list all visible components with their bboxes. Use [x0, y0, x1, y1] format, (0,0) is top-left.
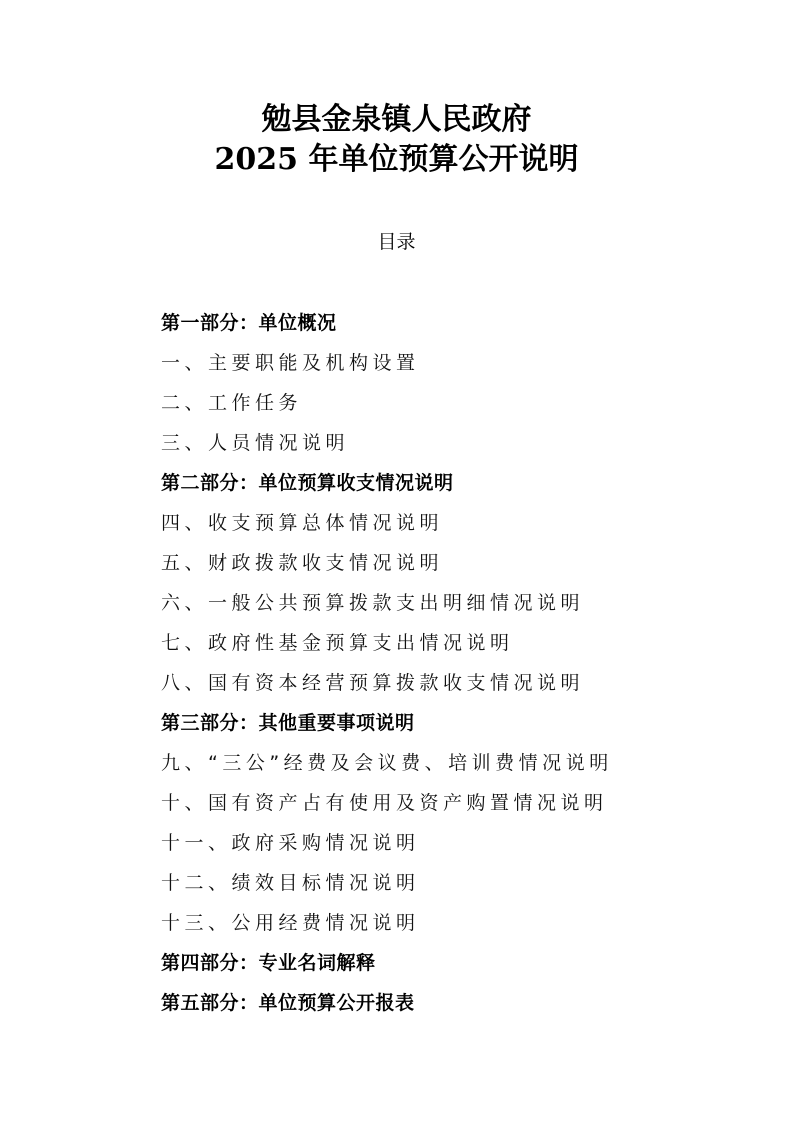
toc-entry-1: 一、主要职能及机构设置	[161, 352, 420, 374]
toc-section-1: 第一部分：单位概况	[161, 312, 337, 334]
toc-entry-5: 五、财政拨款收支情况说明	[161, 552, 444, 574]
toc-entry-13: 十三、公用经费情况说明	[161, 912, 420, 934]
toc-section-5: 第五部分：单位预算公开报表	[161, 992, 415, 1014]
toc-section-3: 第三部分：其他重要事项说明	[161, 712, 415, 734]
toc-section-4: 第四部分：专业名词解释	[161, 952, 376, 974]
toc-entry-10: 十、国有资产占有使用及资产购置情况说明	[161, 792, 608, 814]
toc-section-2: 第二部分：单位预算收支情况说明	[161, 472, 454, 494]
toc-entry-4: 四、收支预算总体情况说明	[161, 512, 444, 534]
toc-entry-11: 十一、政府采购情况说明	[161, 832, 420, 854]
toc-entry-8: 八、国有资本经营预算拨款收支情况说明	[161, 672, 585, 694]
toc-entry-6: 六、一般公共预算拨款支出明细情况说明	[161, 592, 585, 614]
toc-entry-9: 九、“三公”经费及会议费、培训费情况说明	[161, 752, 613, 774]
toc-entry-7: 七、政府性基金预算支出情况说明	[161, 632, 514, 654]
toc-entry-3: 三、人员情况说明	[161, 432, 350, 454]
toc-entry-12: 十二、绩效目标情况说明	[161, 872, 420, 894]
document-title-line-1: 勉县金泉镇人民政府	[261, 102, 532, 137]
document-title-line-2: 2025 年单位预算公开说明	[214, 142, 579, 177]
toc-heading: 目录	[377, 231, 416, 253]
table-of-contents	[161, 307, 741, 1027]
toc-entry-2: 二、工作任务	[161, 392, 303, 414]
